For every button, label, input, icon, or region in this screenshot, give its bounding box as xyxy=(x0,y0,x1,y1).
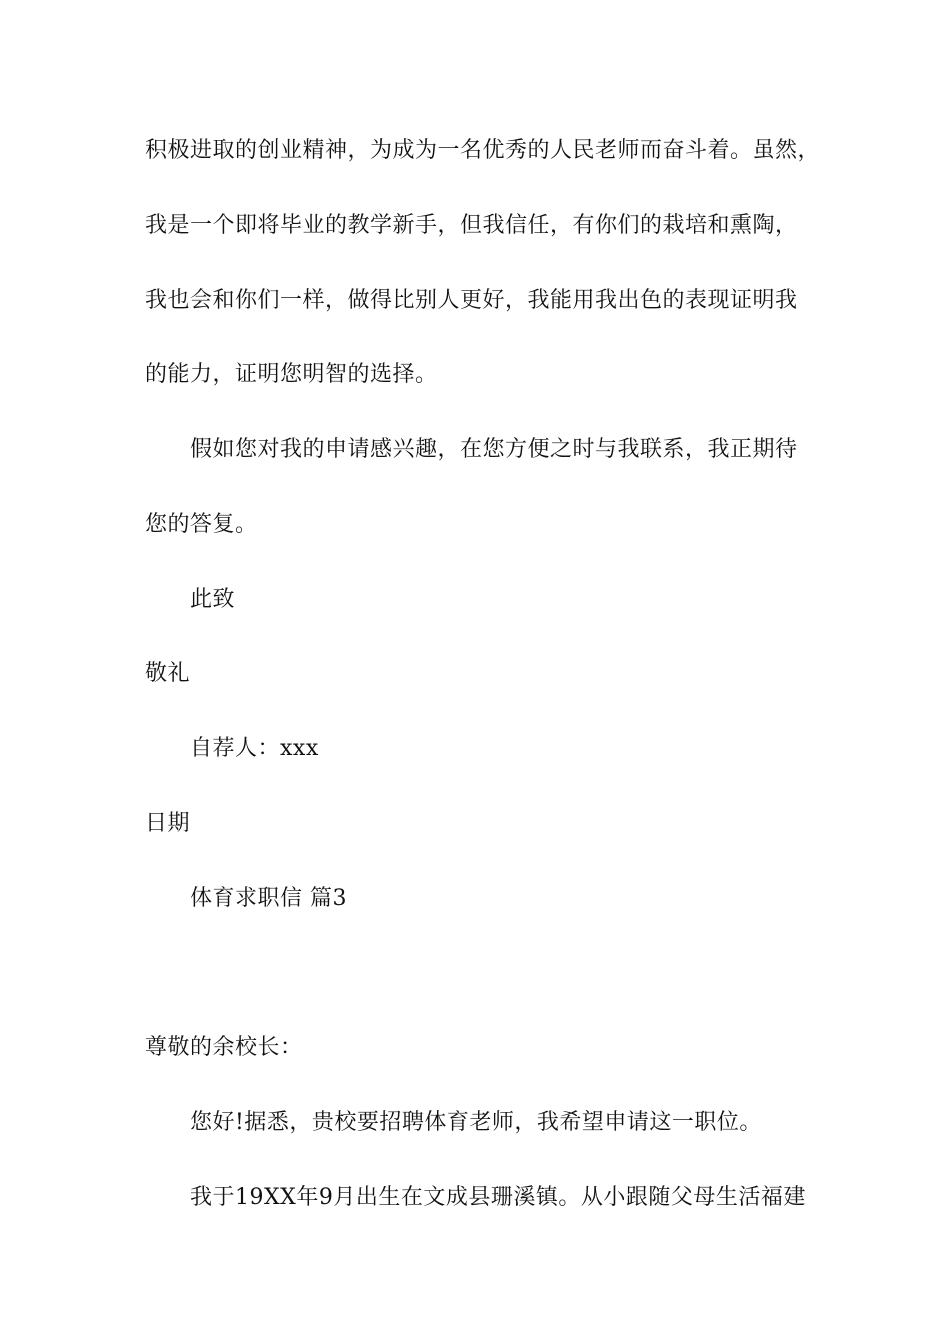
greeting-line: 尊敬的余校长： xyxy=(145,1035,303,1060)
paragraph-line: 假如您对我的申请感兴趣，在您方便之时与我联系，我正期待 xyxy=(190,437,798,462)
paragraph-line: 的能力，证明您明智的选择。 xyxy=(145,362,438,387)
paragraph-line: 我是一个即将毕业的教学新手，但我信任，有你们的栽培和熏陶， xyxy=(145,213,798,238)
paragraph-line: 您的答复。 xyxy=(145,512,258,537)
paragraph-line: 您好!据悉，贵校要招聘体育老师，我希望申请这一职位。 xyxy=(190,1110,762,1135)
closing-regards: 敬礼 xyxy=(145,661,191,686)
paragraph-line: 我也会和你们一样，做得比别人更好，我能用我出色的表现证明我 xyxy=(145,288,798,313)
paragraph-line: 我于19XX年9月出生在文成县珊溪镇。从小跟随父母生活福建 xyxy=(190,1185,806,1210)
signature-line: 自荐人：xxx xyxy=(190,736,319,761)
section-heading: 体育求职信 篇3 xyxy=(190,886,347,911)
closing-salutation: 此致 xyxy=(190,587,236,612)
paragraph-line: 积极进取的创业精神，为成为一名优秀的人民老师而奋斗着。虽然， xyxy=(145,138,821,163)
date-line: 日期 xyxy=(145,811,191,836)
